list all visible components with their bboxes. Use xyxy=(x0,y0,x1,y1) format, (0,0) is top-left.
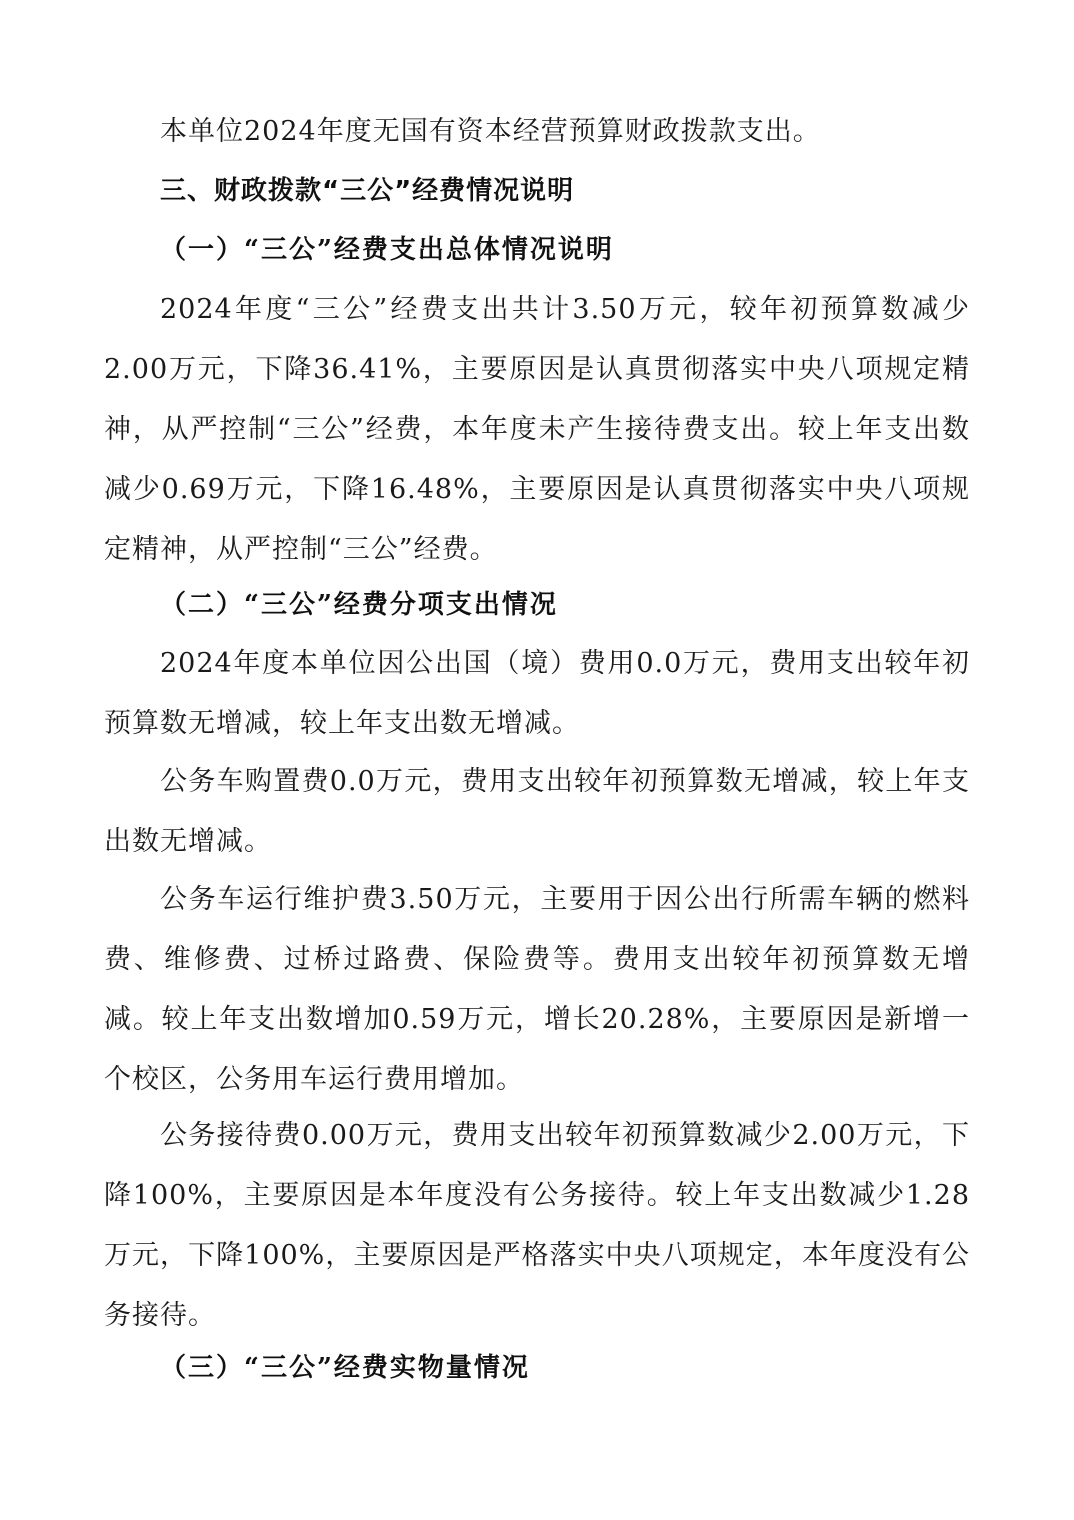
sub-heading-physical-quantity: （三）“三公”经费实物量情况 xyxy=(160,1353,530,1383)
paragraph-vehicle-operation: 公务车运行维护费3.50万元，主要用于因公出行所需车辆的燃料费、维修费、过桥过路费、保险费等。费用支出较年初预算数无增减。较上年支出数增加0.59万元，增长20.28%，主要原因是新增一个校区，公务用车运行费用增加。 xyxy=(104,884,970,1095)
paragraph-vehicle-purchase: 公务车购置费0.0万元，费用支出较年初预算数无增减，较上年支出数无增减。 xyxy=(104,766,970,857)
section-heading-three-public-funds: 三、财政拨款“三公”经费情况说明 xyxy=(160,176,575,206)
paragraph-no-state-capital-budget: 本单位2024年度无国有资本经营预算财政拨款支出。 xyxy=(160,116,821,147)
sub-heading-overall-expenditure: （一）“三公”经费支出总体情况说明 xyxy=(160,235,614,265)
paragraph-official-reception: 公务接待费0.00万元，费用支出较年初预算数减少2.00万元，下降100%，主要原因是本年度没有公务接待。较上年支出数减少1.28万元，下降100%，主要原因是严格落实中央八项规定，本年度没有公务接待。 xyxy=(104,1120,970,1331)
sub-heading-itemized-expenditure: （二）“三公”经费分项支出情况 xyxy=(160,590,558,620)
paragraph-overall-expenditure: 2024年度“三公”经费支出共计3.50万元，较年初预算数减少2.00万元，下降36.41%，主要原因是认真贯彻落实中央八项规定精神，从严控制“三公”经费，本年度未产生接待费支出。较上年支出数减少0.69万元，下降16.48%，主要原因是认真贯彻落实中央八项规定精神，从严控制“三公”经费。 xyxy=(104,294,970,565)
paragraph-overseas-travel: 2024年度本单位因公出国（境）费用0.0万元，费用支出较年初预算数无增减，较上年支出数无增减。 xyxy=(104,648,970,739)
